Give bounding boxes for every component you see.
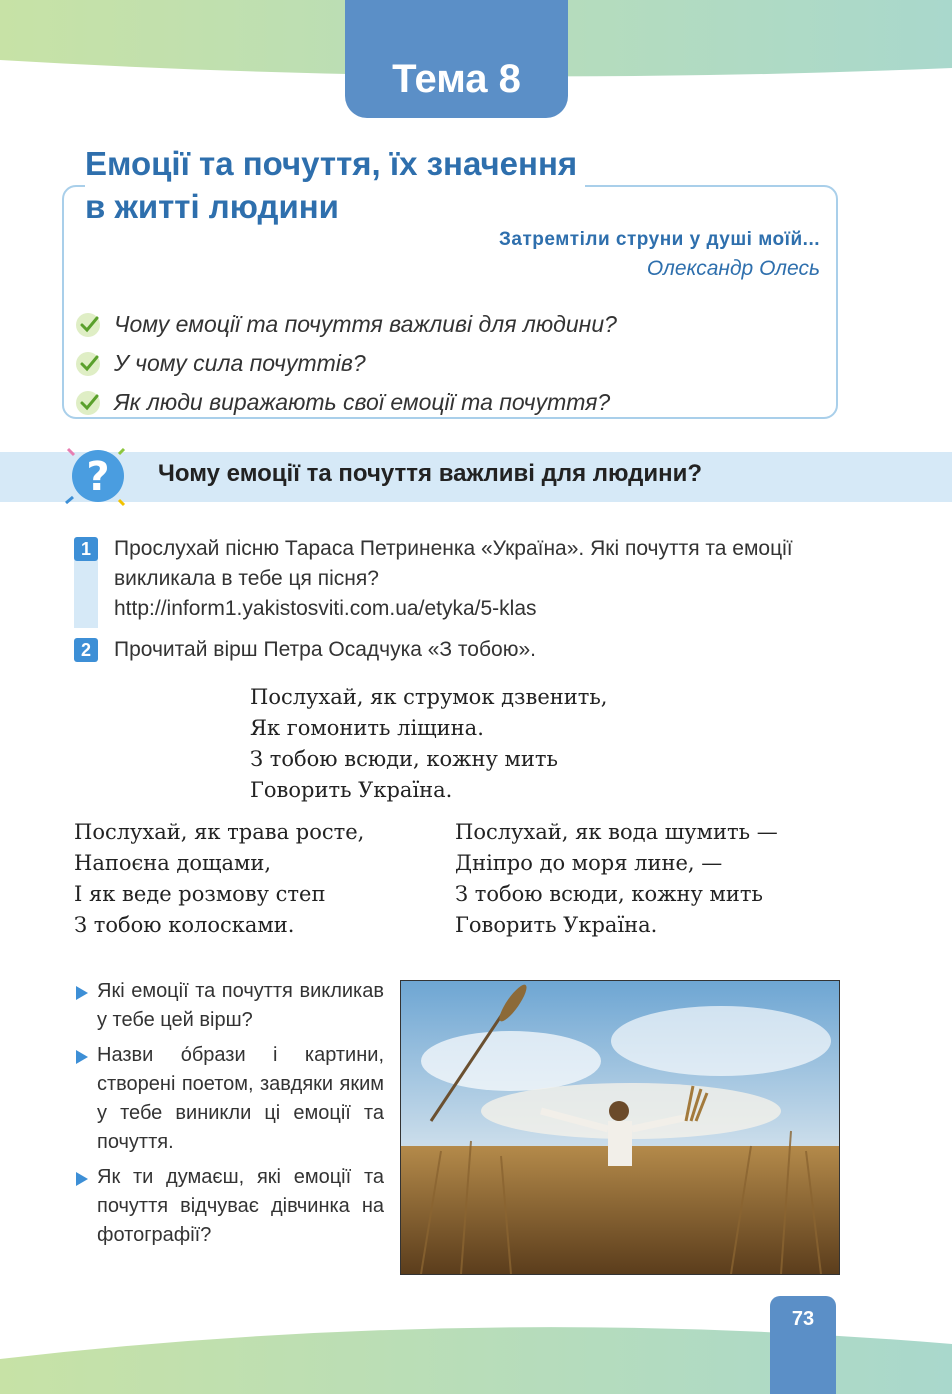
epigraph-text: Затремтіли струни у душі моїй...: [499, 229, 820, 250]
svg-text:?: ?: [86, 454, 110, 500]
poem-line: Напоєна дощами,: [74, 851, 272, 875]
goal-item: [76, 305, 617, 344]
task-link[interactable]: http://inform1.yakistosviti.com.ua/etyka/5-klas: [114, 597, 537, 620]
goal-item: [76, 344, 617, 383]
poem-stanza-2: [74, 817, 364, 941]
discussion-questions: [76, 977, 384, 1256]
question-mark-icon: [64, 445, 132, 507]
task-line: Прослухай пісню Тараса Петриненка «Україна». Які почуття та емоції: [114, 537, 793, 560]
question-text: Які емоції та почуття викликав у тебе цей вірш?: [97, 980, 384, 1031]
question-text: Назви о́брази і картини, створені поетом, завдяки яким у тебе виникли ці емоції та почуття.: [97, 1044, 384, 1153]
lesson-title: [85, 142, 585, 228]
poem-line: Як гомонить ліщина.: [250, 716, 484, 740]
check-icon: [76, 313, 100, 337]
question-item: [76, 1041, 384, 1157]
section-title: Чому емоції та почуття важливі для людини?: [158, 460, 703, 487]
poem-line: Говорить Україна.: [250, 778, 453, 802]
lesson-goals: [76, 305, 617, 422]
poem-stanza-1: [250, 682, 607, 806]
goal-text: Чому емоції та почуття важливі для людини?: [114, 311, 617, 337]
epigraph-author: Олександр Олесь: [646, 257, 820, 280]
poem-stanza-3: [455, 817, 778, 941]
lesson-title-line2: в житті людини: [85, 188, 339, 225]
question-text: Як ти думаєш, які емоції та почуття відчуває дівчинка на фотографії?: [97, 1166, 384, 1246]
theme-tab: [345, 0, 568, 118]
poem-line: Послухай, як вода шумить —: [455, 820, 778, 844]
task-text: [114, 635, 536, 665]
question-item: [76, 977, 384, 1035]
poem-line: І як веде розмову степ: [74, 882, 326, 906]
task-number: 1: [74, 537, 98, 561]
triangle-bullet-icon: [76, 1050, 88, 1064]
task-bar: [74, 558, 98, 628]
goal-text: У чому сила почуттів?: [114, 350, 366, 376]
photo-illustration: [401, 981, 839, 1274]
goal-item: [76, 383, 617, 422]
poem-line: З тобою всюди, кожну мить: [250, 747, 558, 771]
task-2: [74, 635, 536, 665]
triangle-bullet-icon: [76, 1172, 88, 1186]
poem-line: Говорить Україна.: [455, 913, 658, 937]
task-line: викликала в тебе ця пісня?: [114, 567, 379, 590]
check-icon: [76, 352, 100, 376]
triangle-bullet-icon: [76, 986, 88, 1000]
poem-line: Дніпро до моря лине, —: [455, 851, 723, 875]
check-icon: [76, 391, 100, 415]
question-item: [76, 1163, 384, 1250]
task-1: [74, 534, 793, 624]
goal-text: Як люди виражають свої емоції та почуття?: [114, 389, 611, 415]
task-text: [114, 534, 793, 624]
poem-line: Послухай, як трава росте,: [74, 820, 365, 844]
poem-line: З тобою колосками.: [74, 913, 295, 937]
task-line: Прочитай вірш Петра Осадчука «З тобою».: [114, 638, 536, 661]
theme-label: Тема 8: [392, 57, 521, 101]
girl-in-wheat-field-photo: [400, 980, 840, 1275]
epigraph: [499, 229, 820, 281]
task-number: 2: [74, 638, 98, 662]
poem-line: Послухай, як струмок дзвенить,: [250, 685, 608, 709]
poem-line: З тобою всюди, кожну мить: [455, 882, 763, 906]
page-number: 73: [770, 1296, 836, 1394]
lesson-title-line1: Емоції та почуття, їх значення: [85, 145, 578, 182]
